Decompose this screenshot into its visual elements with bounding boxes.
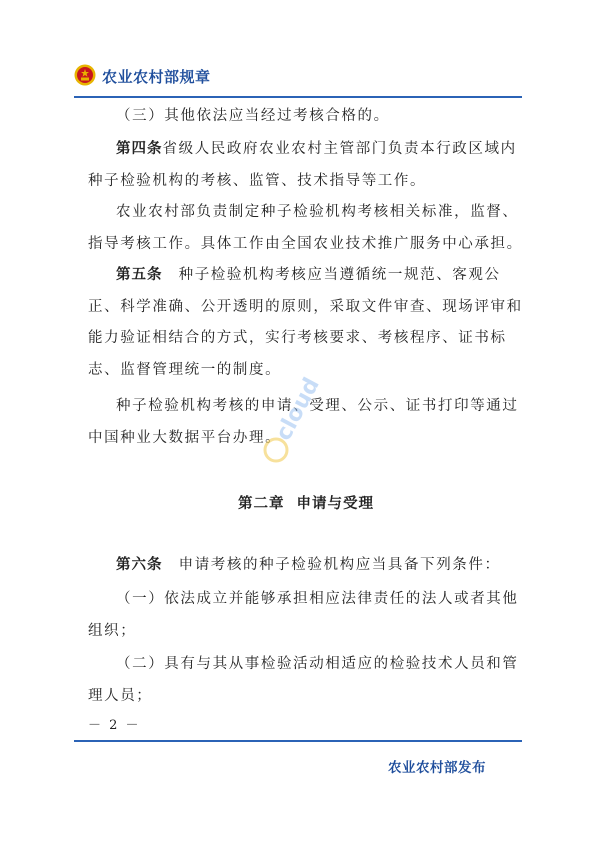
article-label: 第四条 [116, 141, 163, 157]
paragraph-condition-2: （二）具有与其从事检验活动相适应的检验技术人员和管理人员； [88, 656, 519, 704]
header-title: 农业农村部规章 [102, 68, 211, 86]
paragraph-ministry-duty: 农业农村部负责制定种子检验机构考核相关标准，监督、指导考核工作。具体工作由全国农业技术推广服务中心承担。 [88, 204, 523, 252]
paragraph-article-6: 第六条 申请考核的种子检验机构应当具备下列条件： [116, 557, 501, 573]
svg-text:cloud: cloud [271, 373, 325, 445]
footer-publisher: 农业农村部发布 [388, 760, 486, 776]
chapter-heading: 第二章 申请与受理 [238, 496, 374, 512]
paragraph-article-5: 第五条 种子检验机构考核应当遵循统一规范、客观公正、科学准确、公开透明的原则，采取文件审查、现场评审和能力验证相结合的方式，实行考核要求、考核程序、证书标志、监督管理统一的制度。 [88, 267, 523, 378]
article-label: 第六条 [116, 557, 163, 573]
footer-rule [74, 740, 522, 742]
header-rule [74, 96, 522, 98]
paragraph-item-3: （三）其他依法应当经过考核合格的。 [116, 108, 390, 124]
paragraph-platform: 种子检验机构考核的申请、受理、公示、证书打印等通过中国种业大数据平台办理。 [88, 398, 519, 446]
page-number: － 2 － [88, 718, 141, 733]
page-header [74, 64, 524, 94]
article-label: 第五条 [116, 267, 163, 283]
cloud-watermark-icon [258, 372, 348, 468]
paragraph-condition-1: （一）依法成立并能够承担相应法律责任的法人或者其他组织； [88, 591, 519, 639]
paragraph-article-4: 第四条省级人民政府农业农村主管部门负责本行政区域内种子检验机构的考核、监管、技术指导等工作。 [88, 141, 517, 189]
national-emblem-icon [74, 64, 96, 86]
